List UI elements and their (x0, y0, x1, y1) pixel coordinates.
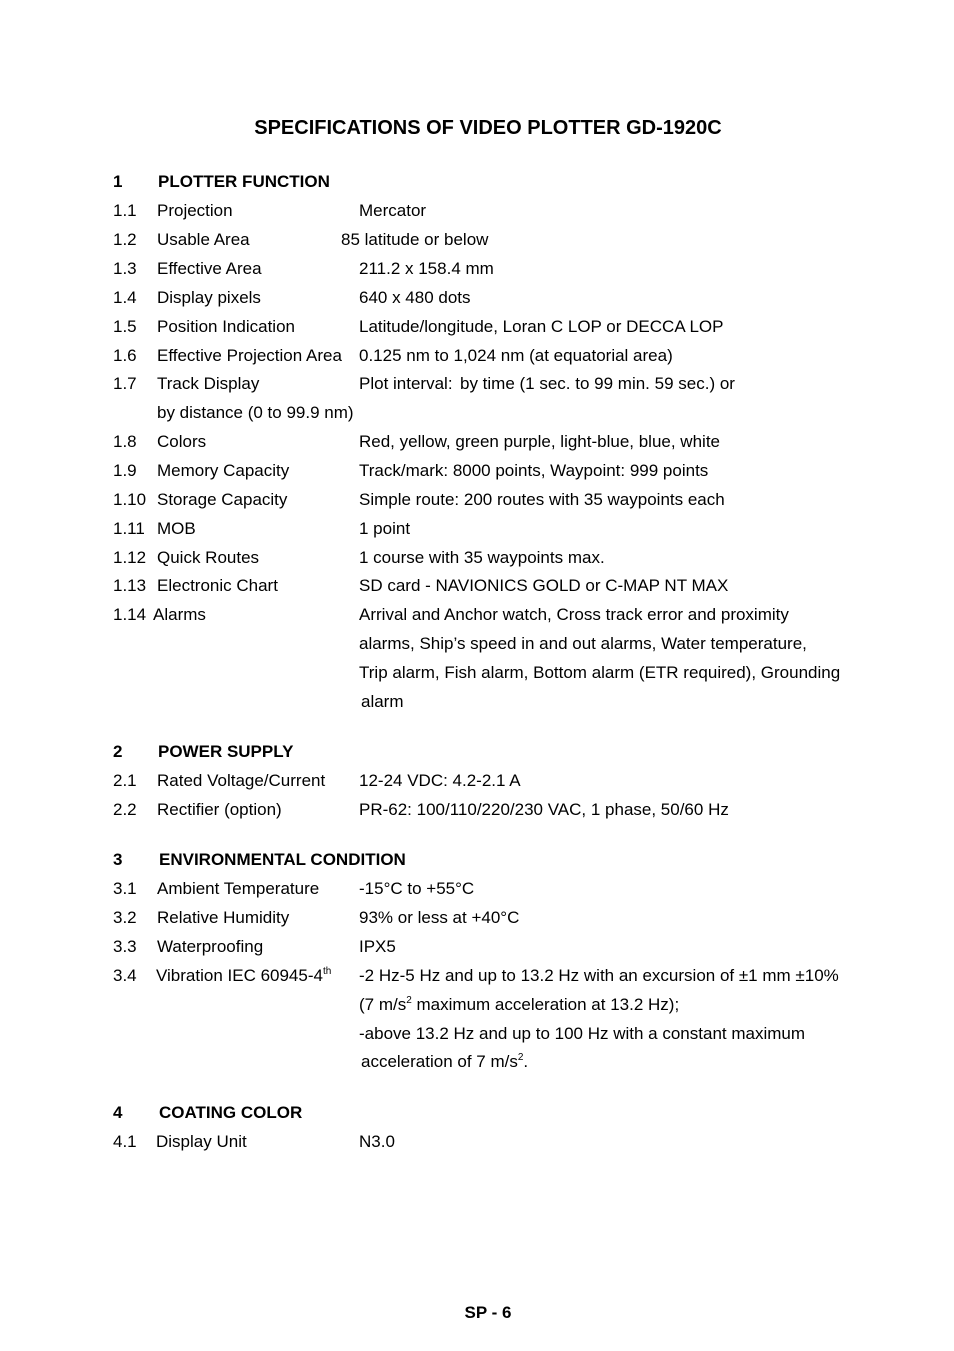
section-number: 1 (113, 172, 123, 191)
section-heading: PLOTTER FUNCTION (158, 172, 330, 191)
spec-number: 3.1 (113, 879, 137, 898)
spec-value-text: maximum acceleration at 13.2 Hz); (411, 995, 680, 1014)
spec-value (361, 1052, 528, 1072)
spec-value: Track/mark: 8000 points, Waypoint: 999 points (359, 461, 709, 480)
spec-number: 1.3 (113, 259, 137, 278)
spec-value: IPX5 (359, 937, 396, 956)
spec-value: N3.0 (359, 1132, 395, 1151)
spec-label: Position Indication (157, 317, 295, 336)
spec-value: 0.125 nm to 1,024 nm (at equatorial area) (359, 346, 673, 365)
spec-number: 1.9 (113, 461, 137, 480)
spec-value: Mercator (359, 201, 427, 220)
spec-number: 1.6 (113, 346, 137, 365)
spec-value: 93% or less at +40°C (359, 908, 520, 927)
section-heading: ENVIRONMENTAL CONDITION (159, 850, 406, 869)
spec-value: 1 course with 35 waypoints max. (359, 548, 605, 567)
spec-label: Colors (157, 432, 207, 451)
spec-label-text: Vibration IEC 60945-4 (156, 966, 323, 985)
spec-value: 85 latitude or below (341, 230, 489, 249)
spec-value-text: (7 m/s (359, 995, 407, 1014)
spec-label: Electronic Chart (157, 576, 278, 595)
spec-number: 1.12 (113, 548, 147, 567)
spec-number: 1.7 (113, 374, 137, 393)
spec-label: Display pixels (157, 288, 261, 307)
spec-value: Red, yellow, green purple, light-blue, blue, white (359, 432, 720, 451)
spec-label: Effective Projection Area (157, 346, 342, 365)
spec-value (359, 995, 679, 1015)
spec-value: by time (1 sec. to 99 min. 59 sec.) or (460, 374, 735, 393)
spec-value-continued: by distance (0 to 99.9 nm) (157, 403, 354, 422)
superscript: 2 (517, 1052, 524, 1063)
spec-value: alarms, Ship’s speed in and out alarms, Water temperature, (359, 634, 807, 653)
spec-label: Track Display (157, 374, 260, 393)
spec-value: PR-62: 100/110/220/230 VAC, 1 phase, 50/60 Hz (359, 800, 729, 819)
spec-number: 3.3 (113, 937, 137, 956)
spec-label: Waterproofing (157, 937, 264, 956)
superscript: 2 (406, 995, 412, 1006)
spec-number: 1.14 (113, 605, 147, 624)
spec-number: 1.5 (113, 317, 137, 336)
spec-value: -15°C to +55°C (359, 879, 475, 898)
spec-label: Relative Humidity (157, 908, 290, 927)
spec-value: Simple route: 200 routes with 35 waypoints each (359, 490, 725, 509)
spec-label: Storage Capacity (157, 490, 288, 509)
spec-value: 1 point (359, 519, 411, 538)
spec-number: 2.1 (113, 771, 137, 790)
spec-value: alarm (361, 692, 404, 711)
superscript: th (322, 966, 332, 977)
spec-label: Display Unit (156, 1132, 247, 1151)
spec-value: 211.2 x 158.4 mm (359, 259, 494, 278)
spec-label: Projection (157, 201, 233, 220)
page-number: SP - 6 (464, 1303, 512, 1322)
spec-number: 3.2 (113, 908, 137, 927)
spec-number: 1.1 (113, 201, 137, 220)
spec-value: Arrival and Anchor watch, Cross track error and proximity (359, 605, 789, 624)
spec-value: Trip alarm, Fish alarm, Bottom alarm (ETR required), Grounding (359, 663, 841, 682)
spec-value: Latitude/longitude, Loran C LOP or DECCA LOP (359, 317, 724, 336)
spec-value: -2 Hz-5 Hz and up to 13.2 Hz with an excursion of ±1 mm ±10% (359, 966, 839, 985)
spec-value: Plot interval: (359, 374, 453, 393)
section-number: 2 (113, 742, 123, 761)
spec-label: Ambient Temperature (157, 879, 320, 898)
spec-value-text: acceleration of 7 m/s (361, 1052, 518, 1071)
spec-value: 12-24 VDC: 4.2-2.1 A (359, 771, 521, 790)
spec-value: 640 x 480 dots (359, 288, 471, 307)
section-number: 4 (113, 1103, 123, 1122)
spec-number: 1.8 (113, 432, 137, 451)
section-heading: COATING COLOR (159, 1103, 303, 1122)
spec-number: 4.1 (113, 1132, 137, 1151)
spec-label: MOB (157, 519, 196, 538)
spec-label: Effective Area (157, 259, 262, 278)
spec-label: Usable Area (157, 230, 250, 249)
spec-number: 1.11 (113, 519, 145, 538)
spec-label: Memory Capacity (157, 461, 290, 480)
spec-number: 3.4 (113, 966, 137, 985)
spec-label: Quick Routes (157, 548, 260, 567)
spec-value: -above 13.2 Hz and up to 100 Hz with a constant maximum (359, 1024, 806, 1043)
spec-number: 1.13 (113, 576, 147, 595)
spec-number: 1.4 (113, 288, 137, 307)
spec-number: 2.2 (113, 800, 137, 819)
spec-label (156, 966, 331, 986)
section-number: 3 (113, 850, 123, 869)
spec-number: 1.2 (113, 230, 137, 249)
section-heading: POWER SUPPLY (158, 742, 294, 761)
spec-label: Rectifier (option) (157, 800, 282, 819)
spec-label: Alarms (153, 605, 206, 624)
spec-label: Rated Voltage/Current (157, 771, 326, 790)
spec-number: 1.10 (113, 490, 147, 509)
page-title: SPECIFICATIONS OF VIDEO PLOTTER GD-1920C (254, 117, 722, 139)
spec-value-text: . (523, 1052, 529, 1071)
spec-value: SD card - NAVIONICS GOLD or C-MAP NT MAX (359, 576, 729, 595)
